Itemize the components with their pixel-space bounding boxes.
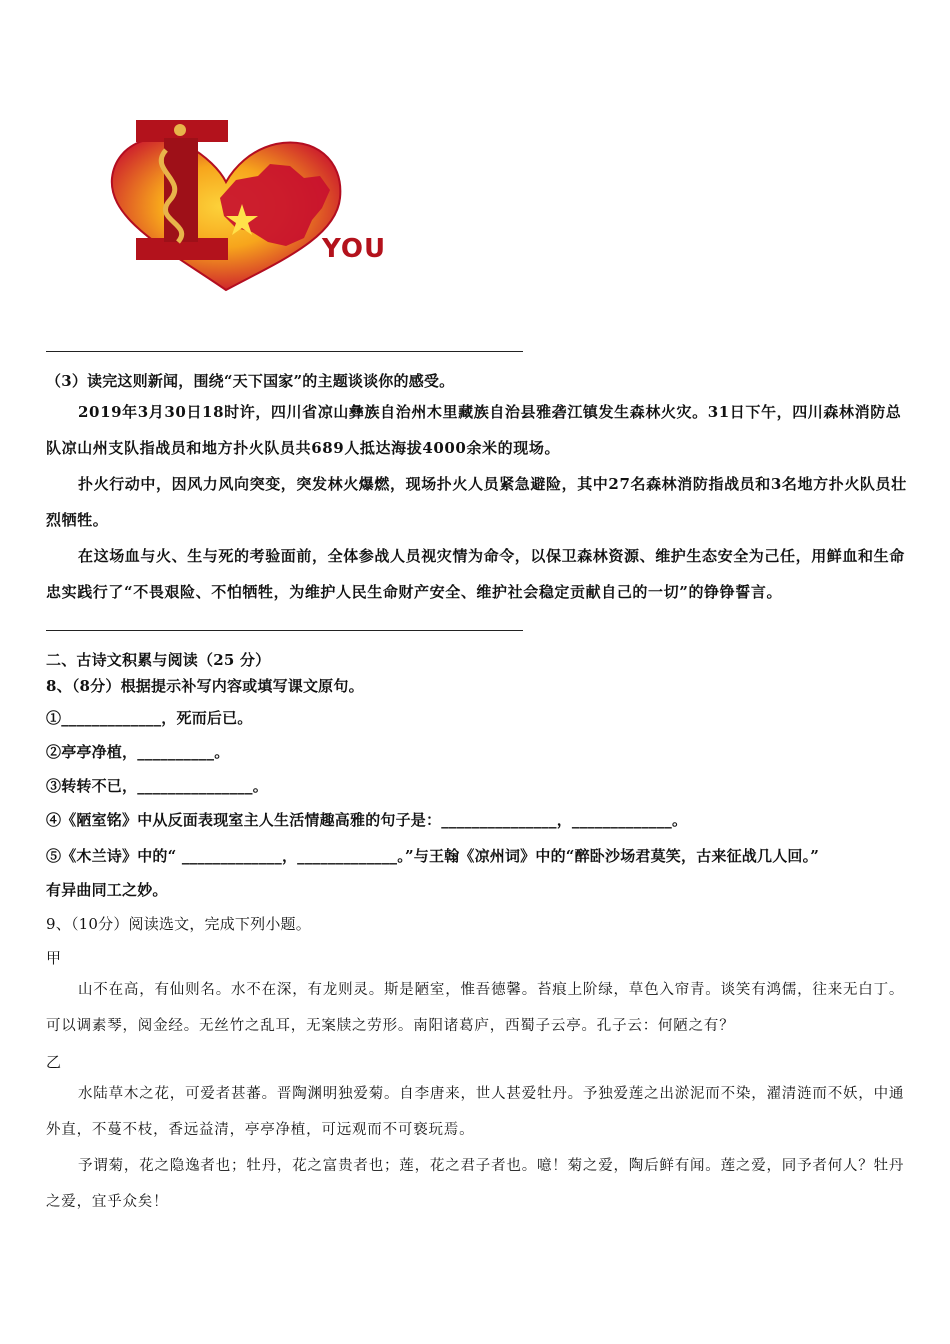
fill-blank-item[interactable]: ④《陋室铭》中从反面表现室主人生活情趣高雅的句子是：_______________，_____________。 xyxy=(46,811,688,829)
passage-yi-paragraph: 予谓菊，花之隐逸者也；牡丹，花之富贵者也；莲，花之君子者也。噫！菊之爱，陶后鲜有闻。莲之爱，同予者何人？牡丹之爱，宜乎众矣！ xyxy=(46,1158,905,1210)
passage-label-yi: 乙 xyxy=(46,1053,62,1071)
passage-jia-text: 山不在高，有仙则名。水不在深，有龙则灵。斯是陋室，惟吾德馨。苔痕上阶绿，草色入帘青。谈笑有鸿儒，往来无白丁。可以调素琴，阅金经。无丝竹之乱耳，无案牍之劳形。南阳诸葛庐，西蜀子云亭。孔子云：何陋之有？ xyxy=(46,982,905,1034)
passage-yi xyxy=(46,1076,912,1220)
passage-label-jia: 甲 xyxy=(46,949,62,967)
news-paragraph: 扑火行动中，因风力风向突变，突发林火爆燃，现场扑火人员紧急避险，其中27名森林消防指战员和3名地方扑火队员壮烈牺牲。 xyxy=(46,475,907,529)
answer-line[interactable] xyxy=(46,630,523,631)
answer-line[interactable] xyxy=(46,351,523,352)
question-3-prompt: （3）读完这则新闻，围绕“天下国家”的主题谈谈你的感受。 xyxy=(46,372,455,390)
fill-blank-item[interactable]: ①_____________，死而后已。 xyxy=(46,709,253,727)
fill-blank-item[interactable]: ②亭亭净植，__________。 xyxy=(46,743,230,761)
question-8-prompt: 8、（8分）根据提示补写内容或填写课文原句。 xyxy=(46,677,364,695)
fill-blank-item-continuation: 有异曲同工之妙。 xyxy=(46,881,168,899)
news-passage xyxy=(46,394,912,610)
fill-blank-item[interactable]: ⑤《木兰诗》中的“ _____________，_____________。”与王翰《凉州词》中的“醉卧沙场君莫笑，古来征战几人回。” xyxy=(46,847,820,865)
passage-yi-paragraph: 水陆草木之花，可爱者甚蕃。晋陶渊明独爱菊。自李唐来，世人甚爱牡丹。予独爱莲之出淤泥而不染，濯清涟而不妖，中通外直，不蔓不枝，香远益清，亭亭净植，可远观而不可亵玩焉。 xyxy=(46,1086,905,1138)
logo-you-text: YOU xyxy=(322,234,387,264)
news-paragraph: 在这场血与火、生与死的考验面前，全体参战人员视灾情为命令，以保卫森林资源、维护生态安全为己任，用鲜血和生命忠实践行了“不畏艰险、不怕牺牲，为维护人民生命财产安全、维护社会稳定贡献自己的一切”的铮铮誓言。 xyxy=(46,547,905,601)
question-9-prompt: 9、（10分）阅读选文，完成下列小题。 xyxy=(46,915,311,933)
passage-jia xyxy=(46,972,912,1044)
fill-blank-item[interactable]: ③转转不已，_______________。 xyxy=(46,777,268,795)
heart-map-icon xyxy=(108,120,408,292)
i-love-china-logo xyxy=(108,120,408,292)
section-heading: 二、古诗文积累与阅读（25 分） xyxy=(46,651,271,669)
news-paragraph: 2019年3月30日18时许，四川省凉山彝族自治州木里藏族自治县雅砻江镇发生森林火灾。31日下午，四川森林消防总队凉山州支队指战员和地方扑火队员共689人抵达海拔4000余米的现场。 xyxy=(46,403,902,457)
